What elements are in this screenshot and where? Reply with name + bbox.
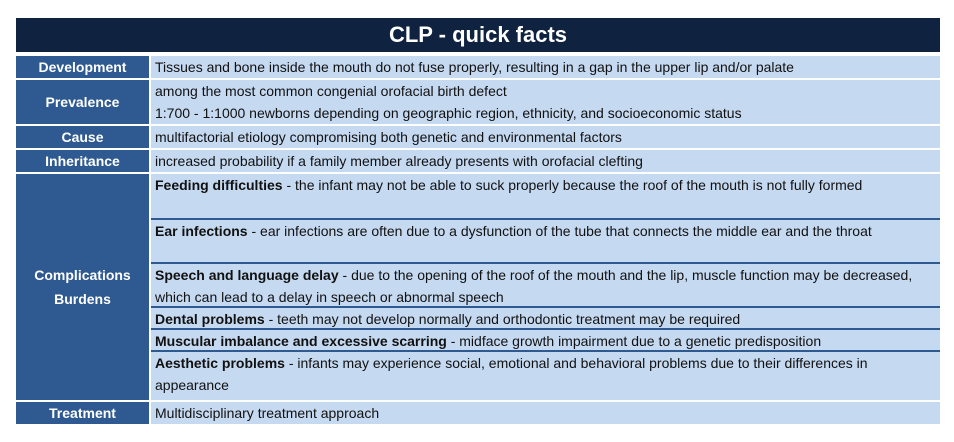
row-complications bbox=[16, 172, 940, 400]
row-prevalence bbox=[16, 78, 940, 124]
complication-item: Dental problems - teeth may not develop normally and orthodontic treatment may be required bbox=[151, 306, 940, 328]
row-treatment bbox=[16, 400, 940, 424]
row-content-development: Tissues and bone inside the mouth do not fuse properly, resulting in a gap in the upper lip and/or palate bbox=[151, 56, 940, 78]
row-content-treatment: Multidisciplinary treatment approach bbox=[151, 402, 940, 424]
row-label-prevalence: Prevalence bbox=[16, 80, 151, 124]
complication-item: Ear infections - ear infections are often due to a dysfunction of the tube that connects the middle ear and the throat bbox=[151, 218, 940, 262]
complication-item: Speech and language delay - due to the opening of the roof of the mouth and the lip, muscle function may be decreased, which can lead to a delay in speech or abnormal speech bbox=[151, 262, 940, 306]
row-label-cause: Cause bbox=[16, 126, 151, 148]
row-cause bbox=[16, 124, 940, 148]
row-content-cause: multifactorial etiology compromising both genetic and environmental factors bbox=[151, 126, 940, 148]
row-label-treatment: Treatment bbox=[16, 402, 151, 424]
row-label-inheritance: Inheritance bbox=[16, 150, 151, 172]
prevalence-line-2: 1:700 - 1:1000 newborns depending on geographic region, ethnicity, and socioeconomic status bbox=[155, 105, 742, 121]
row-content-prevalence bbox=[151, 80, 940, 124]
row-label-development: Development bbox=[16, 56, 151, 78]
complication-item: Muscular imbalance and excessive scarring - midface growth impairment due to a genetic predisposition bbox=[151, 328, 940, 350]
complications-label-line-1: Complications bbox=[34, 267, 131, 283]
quick-facts-table bbox=[16, 18, 940, 424]
row-content-complications bbox=[151, 174, 940, 400]
row-development bbox=[16, 54, 940, 78]
table-title: CLP - quick facts bbox=[16, 18, 940, 54]
complication-item: Aesthetic problems - infants may experience social, emotional and behavioral problems due to their differences in appearance bbox=[151, 350, 940, 390]
row-content-inheritance: increased probability if a family member already presents with orofacial clefting bbox=[151, 150, 940, 172]
row-inheritance bbox=[16, 148, 940, 172]
prevalence-line-1: among the most common congenial orofacial birth defect bbox=[155, 83, 507, 99]
complications-label-line-2: Burdens bbox=[54, 291, 111, 307]
row-label-complications bbox=[16, 174, 151, 400]
complication-item: Feeding difficulties - the infant may not be able to suck properly because the roof of the mouth is not fully formed bbox=[151, 174, 940, 218]
